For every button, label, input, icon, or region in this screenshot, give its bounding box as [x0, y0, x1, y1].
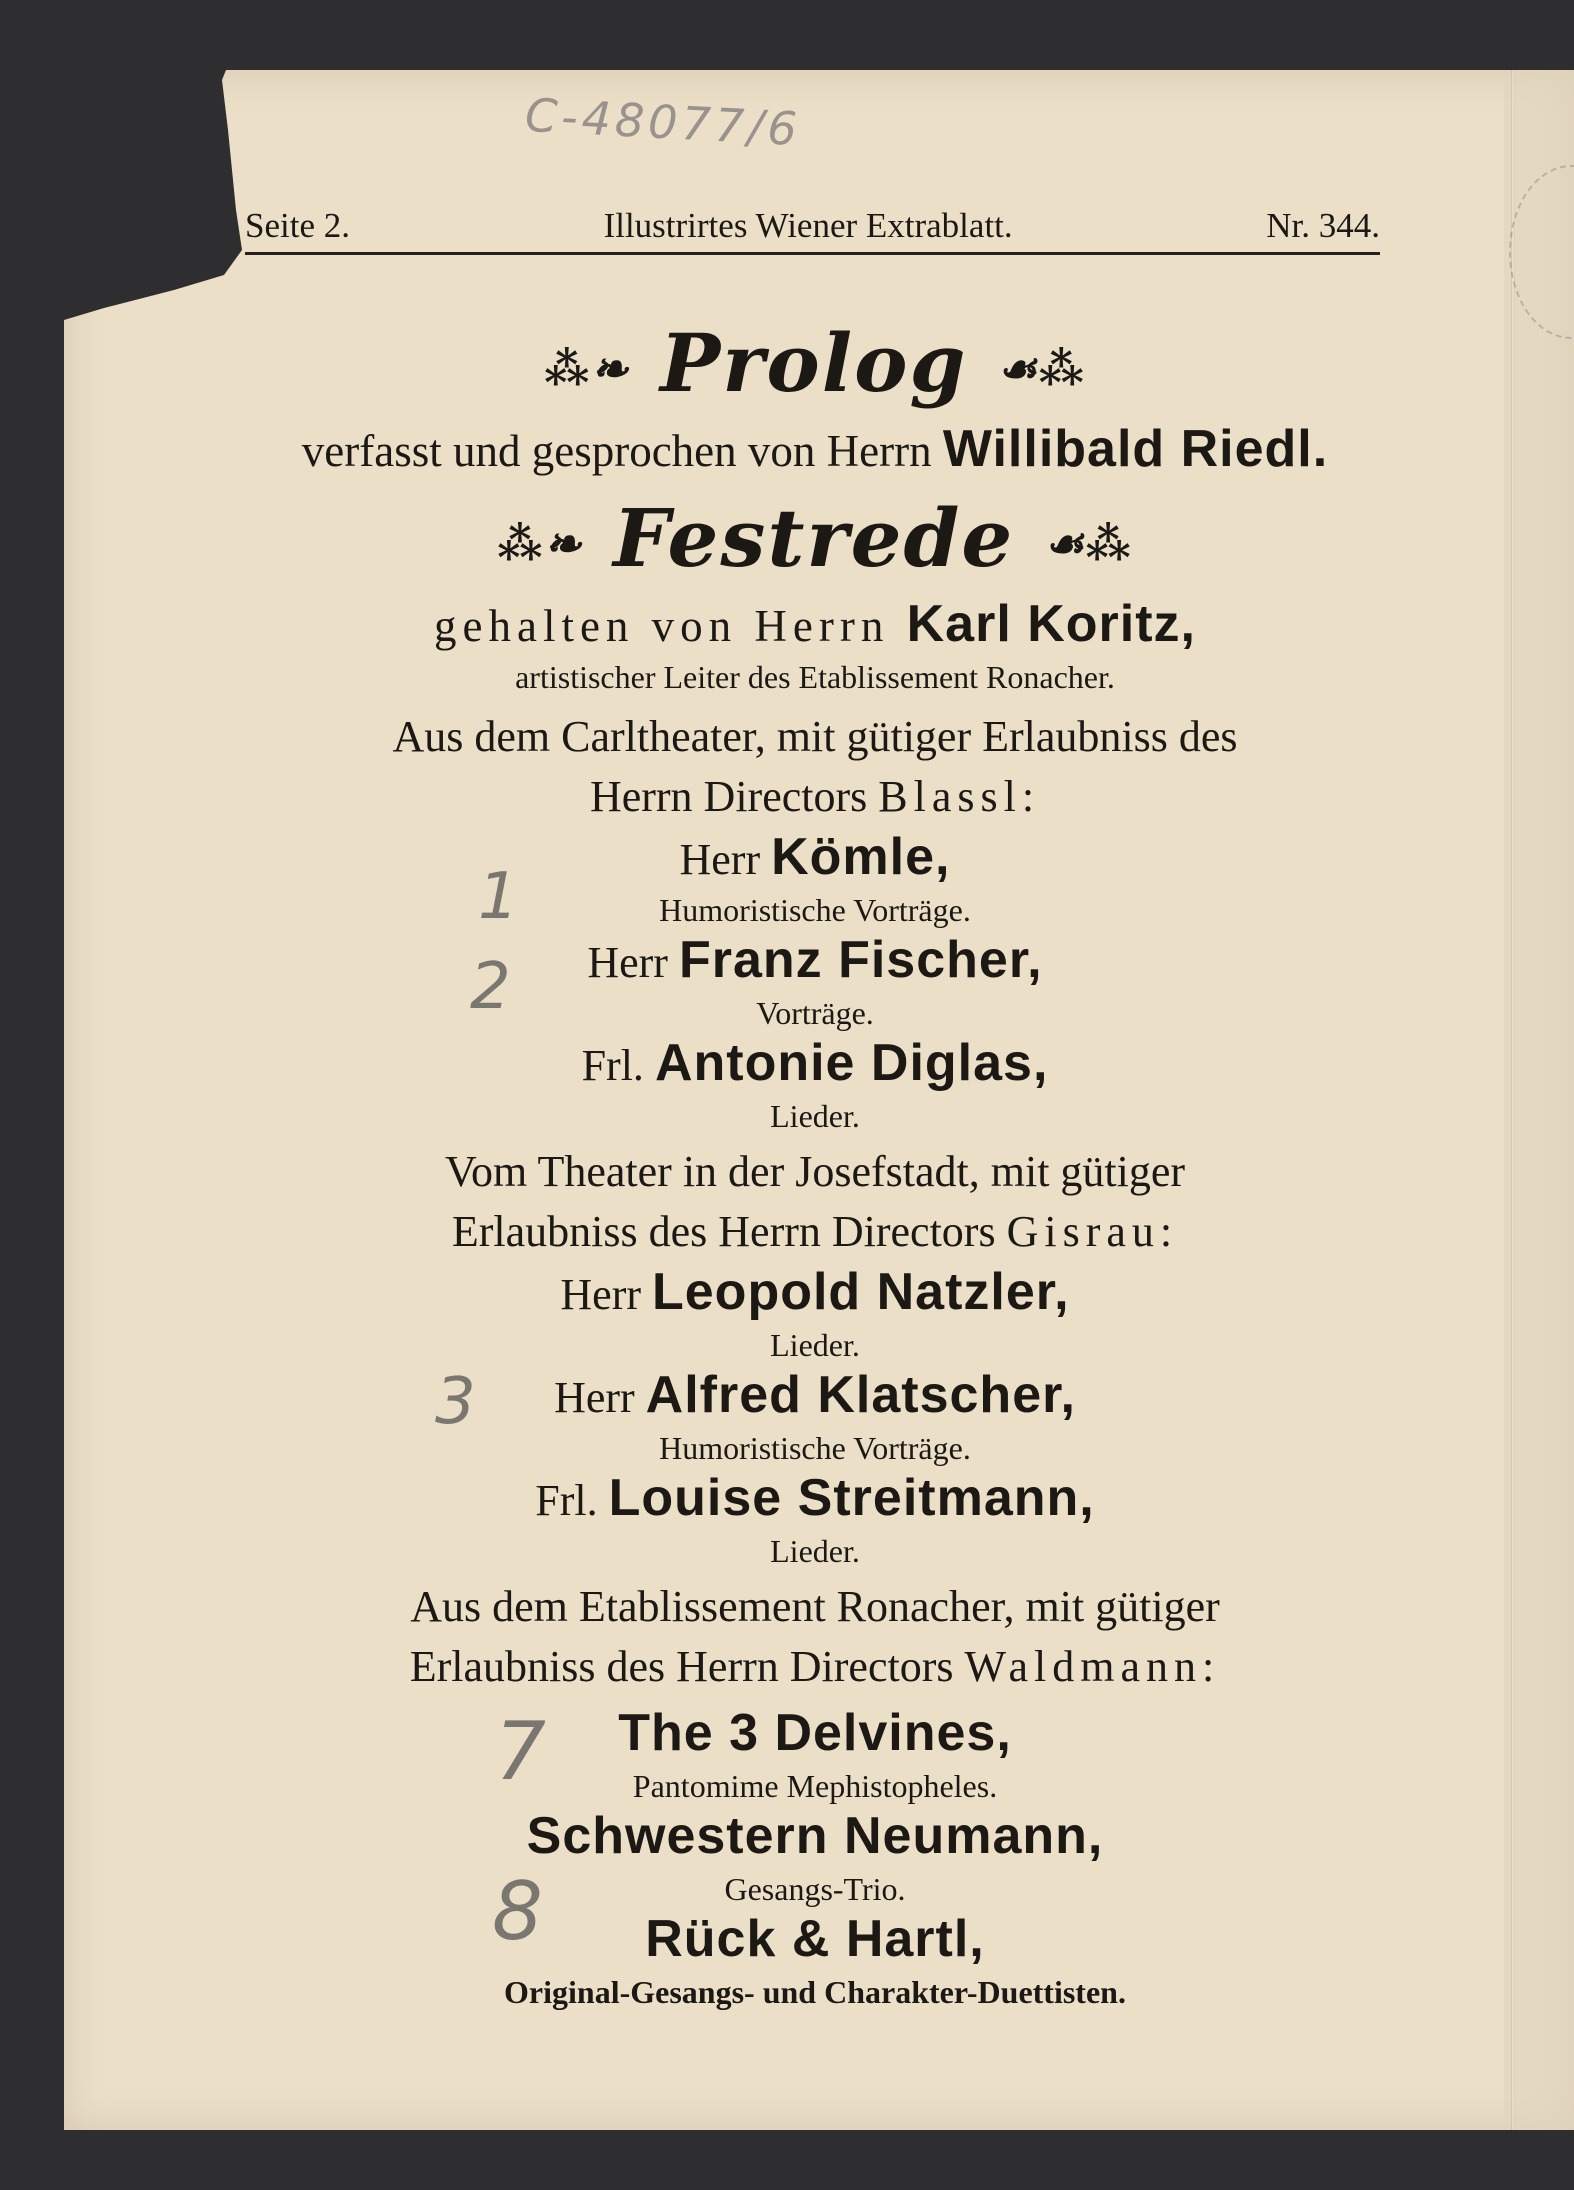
performer-name: Franz Fischer,	[678, 931, 1043, 990]
performer-act: Humoristische Vorträge.	[659, 892, 971, 929]
performer-row: Herr Kömle,	[679, 828, 951, 887]
performer-name: Alfred Klatscher,	[645, 1366, 1076, 1425]
handwritten-mark-3: 3	[435, 1365, 476, 1439]
page-number: Seite 2.	[245, 206, 350, 245]
programme-content	[225, 315, 1405, 2012]
handwritten-mark-8: 8	[492, 1865, 543, 1958]
performer-name: The 3 Delvines,	[618, 1704, 1012, 1763]
performer-row: Herr Franz Fischer,	[587, 931, 1043, 990]
handwritten-mark-7: 7	[495, 1705, 546, 1798]
group2-intro-2: Erlaubniss des Herrn Directors Gisrau:	[451, 1207, 1179, 1257]
performer-name: Leopold Natzler,	[652, 1263, 1070, 1322]
performer-row: Frl. Antonie Diglas,	[581, 1034, 1049, 1093]
group3-intro-2: Erlaubniss des Herrn Directors Waldmann:	[409, 1642, 1221, 1692]
performer-act: Gesangs-Trio.	[724, 1871, 906, 1908]
performer-act: Vorträge.	[756, 995, 874, 1032]
prolog-heading: ⁂❧ Prolog ☙⁂	[544, 316, 1086, 410]
performer-row: Frl. Louise Streitmann,	[535, 1469, 1095, 1528]
performer-act: Pantomime Mephistopheles.	[632, 1768, 998, 1805]
flourish-left-icon: ⁂❧	[544, 344, 631, 396]
flourish-right-icon: ☙⁂	[997, 344, 1086, 396]
performer-name: Louise Streitmann,	[608, 1469, 1095, 1528]
flourish-left-icon: ⁂❧	[497, 519, 584, 571]
performer-row: Herr Alfred Klatscher,	[554, 1366, 1076, 1425]
page-header	[245, 206, 1380, 255]
performer-name: Rück & Hartl,	[645, 1910, 985, 1969]
festrede-subline: artistischer Leiter des Etablissement Ronacher.	[515, 659, 1115, 696]
performer-row	[225, 1806, 1405, 1869]
fold-line	[1511, 70, 1515, 2130]
performer-act: Lieder.	[770, 1327, 860, 1364]
handwritten-mark-2: 2	[470, 950, 511, 1024]
group3-intro-1: Aus dem Etablissement Ronacher, mit gütiger	[410, 1582, 1220, 1632]
prolog-line: verfasst und gesprochen von Herrn Willibald Riedl.	[301, 420, 1329, 479]
performer-row: Herr Leopold Natzler,	[560, 1263, 1070, 1322]
festrede-speaker: Karl Koritz,	[906, 595, 1196, 654]
prolog-author: Willibald Riedl.	[942, 420, 1329, 479]
festrede-line: gehalten von Herrn Karl Koritz,	[434, 595, 1196, 654]
flourish-right-icon: ☙⁂	[1044, 519, 1133, 571]
performer-act: Lieder.	[770, 1098, 860, 1135]
performer-name: Schwestern Neumann,	[526, 1807, 1104, 1866]
group1-intro-1: Aus dem Carltheater, mit gütiger Erlaubniss des	[392, 712, 1238, 762]
performer-row	[225, 1703, 1405, 1766]
issue-number: Nr. 344.	[1266, 206, 1380, 245]
group2-intro-1: Vom Theater in der Josefstadt, mit gütiger	[444, 1147, 1186, 1197]
performer-name: Kömle,	[771, 828, 951, 887]
performer-act: Humoristische Vorträge.	[659, 1430, 971, 1467]
newspaper-title: Illustrirtes Wiener Extrablatt.	[603, 206, 1013, 245]
festrede-heading: ⁂❧ Festrede ☙⁂	[497, 491, 1133, 586]
performer-row	[225, 1909, 1405, 1972]
performer-name: Antonie Diglas,	[654, 1034, 1049, 1093]
performer-act: Original-Gesangs- und Charakter-Duettisten.	[504, 1974, 1126, 2011]
performer-act: Lieder.	[770, 1533, 860, 1570]
group1-intro-2: Herrn Directors Blassl:	[589, 772, 1041, 822]
archive-number: C-48077/6	[523, 87, 803, 157]
handwritten-mark-1: 1	[478, 860, 519, 934]
